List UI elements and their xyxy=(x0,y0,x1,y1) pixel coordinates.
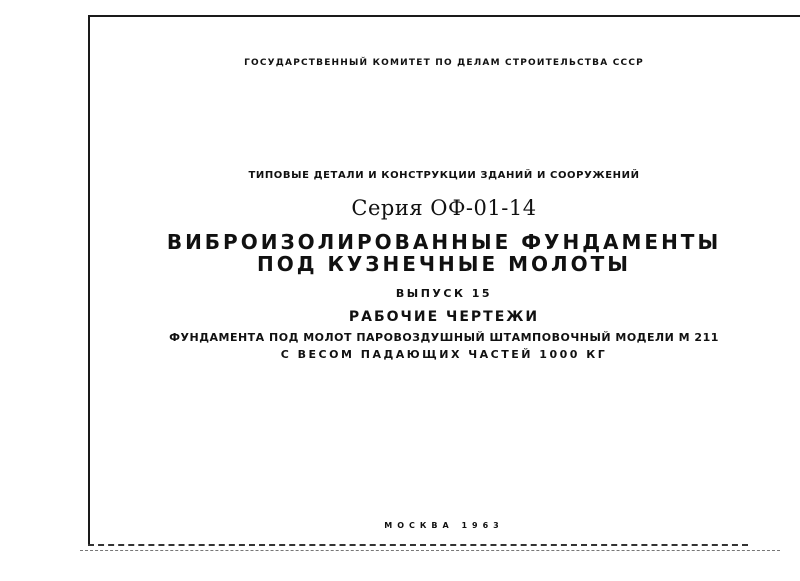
title-line-1: ВИБРОИЗОЛИРОВАННЫЕ ФУНДАМЕНТЫ xyxy=(166,230,722,254)
committee-heading: ГОСУДАРСТВЕННЫЙ КОМИТЕТ ПО ДЕЛАМ СТРОИТЕЛЬСТВА СССР xyxy=(244,58,644,68)
frame-bottom-edge xyxy=(80,550,780,551)
frame-top-border xyxy=(88,15,800,17)
title-line-2: ПОД КУЗНЕЧНЫЕ МОЛОТЫ xyxy=(256,252,632,276)
foundation-description-line-1: ФУНДАМЕНТА ПОД МОЛОТ ПАРОВОЗДУШНЫЙ ШТАМПОВОЧНЫЙ МОДЕЛИ М 211 xyxy=(169,331,719,344)
series-number: Серия ОФ-01-14 xyxy=(351,196,537,220)
foundation-description-line-2: С ВЕСОМ ПАДАЮЩИХ ЧАСТЕЙ 1000 КГ xyxy=(280,348,608,361)
issue-number: ВЫПУСК 15 xyxy=(395,287,493,300)
typical-details-heading: ТИПОВЫЕ ДЕТАЛИ И КОНСТРУКЦИИ ЗДАНИЙ И СООРУЖЕНИЙ xyxy=(248,170,640,181)
working-drawings-heading: РАБОЧИЕ ЧЕРТЕЖИ xyxy=(348,309,540,325)
frame-left-border xyxy=(88,15,90,545)
frame-bottom-border xyxy=(88,544,748,546)
city-year: МОСКВА 1963 xyxy=(384,521,504,530)
